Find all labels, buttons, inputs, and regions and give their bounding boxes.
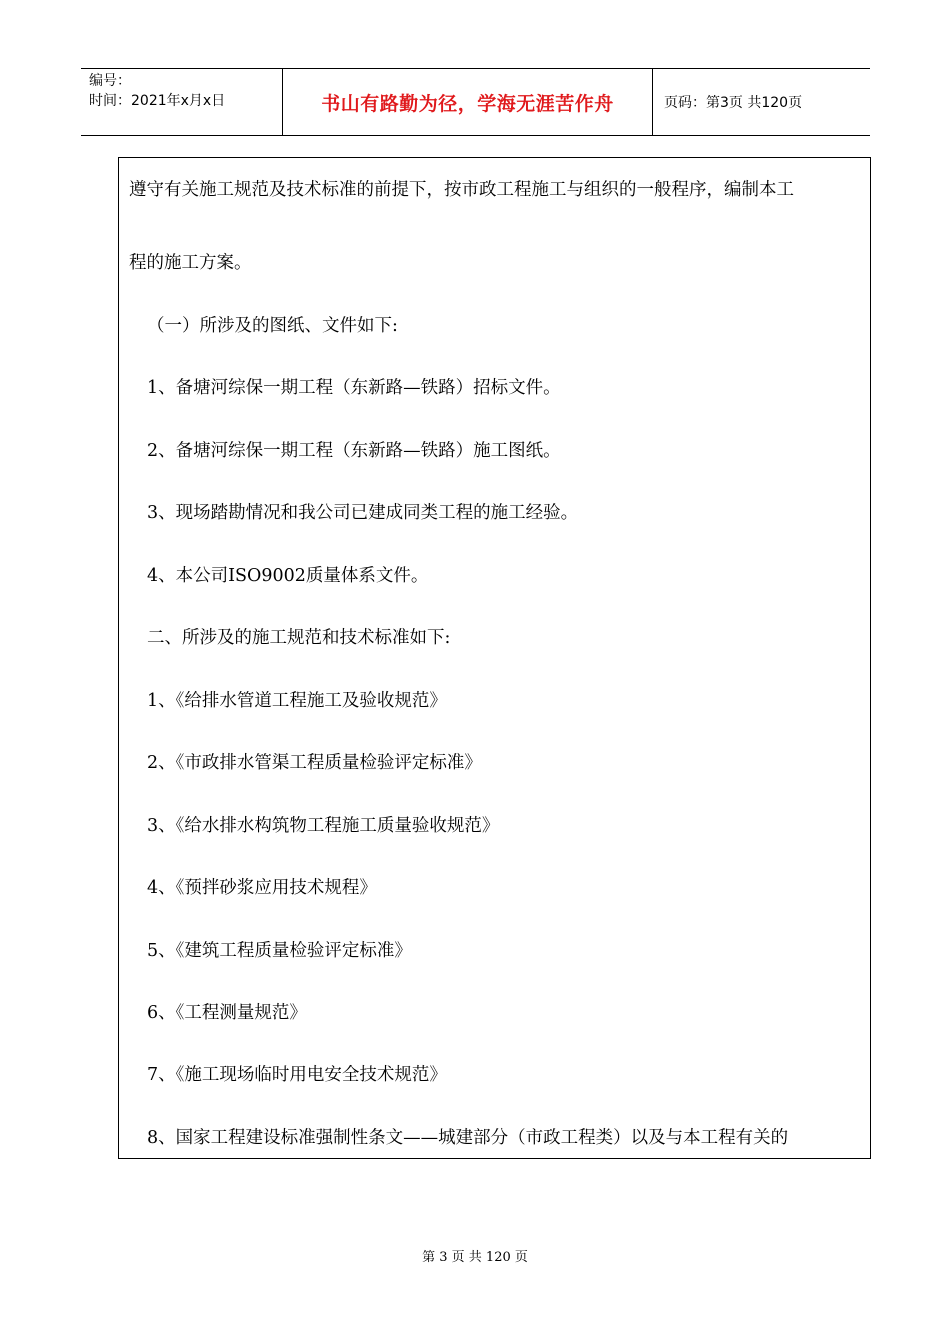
- header-meta: [89, 71, 225, 111]
- body-line: 3、《给水排水构筑物工程施工质量验收规范》: [147, 816, 500, 836]
- body-line: 1、《给排水管道工程施工及验收规范》: [147, 691, 447, 711]
- page-header: [81, 68, 870, 136]
- content-box: [118, 157, 871, 1159]
- body-line: 7、《施工现场临时用电安全技术规范》: [147, 1065, 447, 1085]
- body-line: 2、《市政排水管渠工程质量检验评定标准》: [147, 753, 482, 773]
- body-line: 6、《工程测量规范》: [147, 1003, 307, 1023]
- body-line: （一）所涉及的图纸、文件如下:: [147, 316, 398, 336]
- number-label: 编号：: [89, 73, 131, 89]
- body-line: 遵守有关施工规范及技术标准的前提下，按市政工程施工与组织的一般程序，编制本工: [129, 180, 794, 200]
- body-line: 二、所涉及的施工规范和技术标准如下:: [147, 628, 451, 648]
- time-label: 时间：2021年x月x日: [89, 93, 226, 109]
- header-divider: [652, 69, 653, 135]
- body-line: 程的施工方案。: [129, 253, 252, 273]
- body-line: 8、国家工程建设标准强制性条文——城建部分（市政工程类）以及与本工程有关的: [147, 1128, 789, 1148]
- header-motto: 书山有路勤为径，学海无涯苦作舟: [321, 92, 614, 115]
- body-line: 2、备塘河综保一期工程（东新路—铁路）施工图纸。: [147, 441, 561, 461]
- body-line: 1、备塘河综保一期工程（东新路—铁路）招标文件。: [147, 378, 561, 398]
- body-line: 4、本公司ISO9002质量体系文件。: [147, 566, 429, 586]
- page-footer: 第 3 页 共 120 页: [422, 1250, 528, 1265]
- body-line: 3、现场踏勘情况和我公司已建成同类工程的施工经验。: [147, 503, 579, 523]
- body-line: 5、《建筑工程质量检验评定标准》: [147, 941, 412, 961]
- body-line: 4、《预拌砂浆应用技术规程》: [147, 878, 377, 898]
- header-page-info: 页码：第3页 共120页: [664, 95, 803, 111]
